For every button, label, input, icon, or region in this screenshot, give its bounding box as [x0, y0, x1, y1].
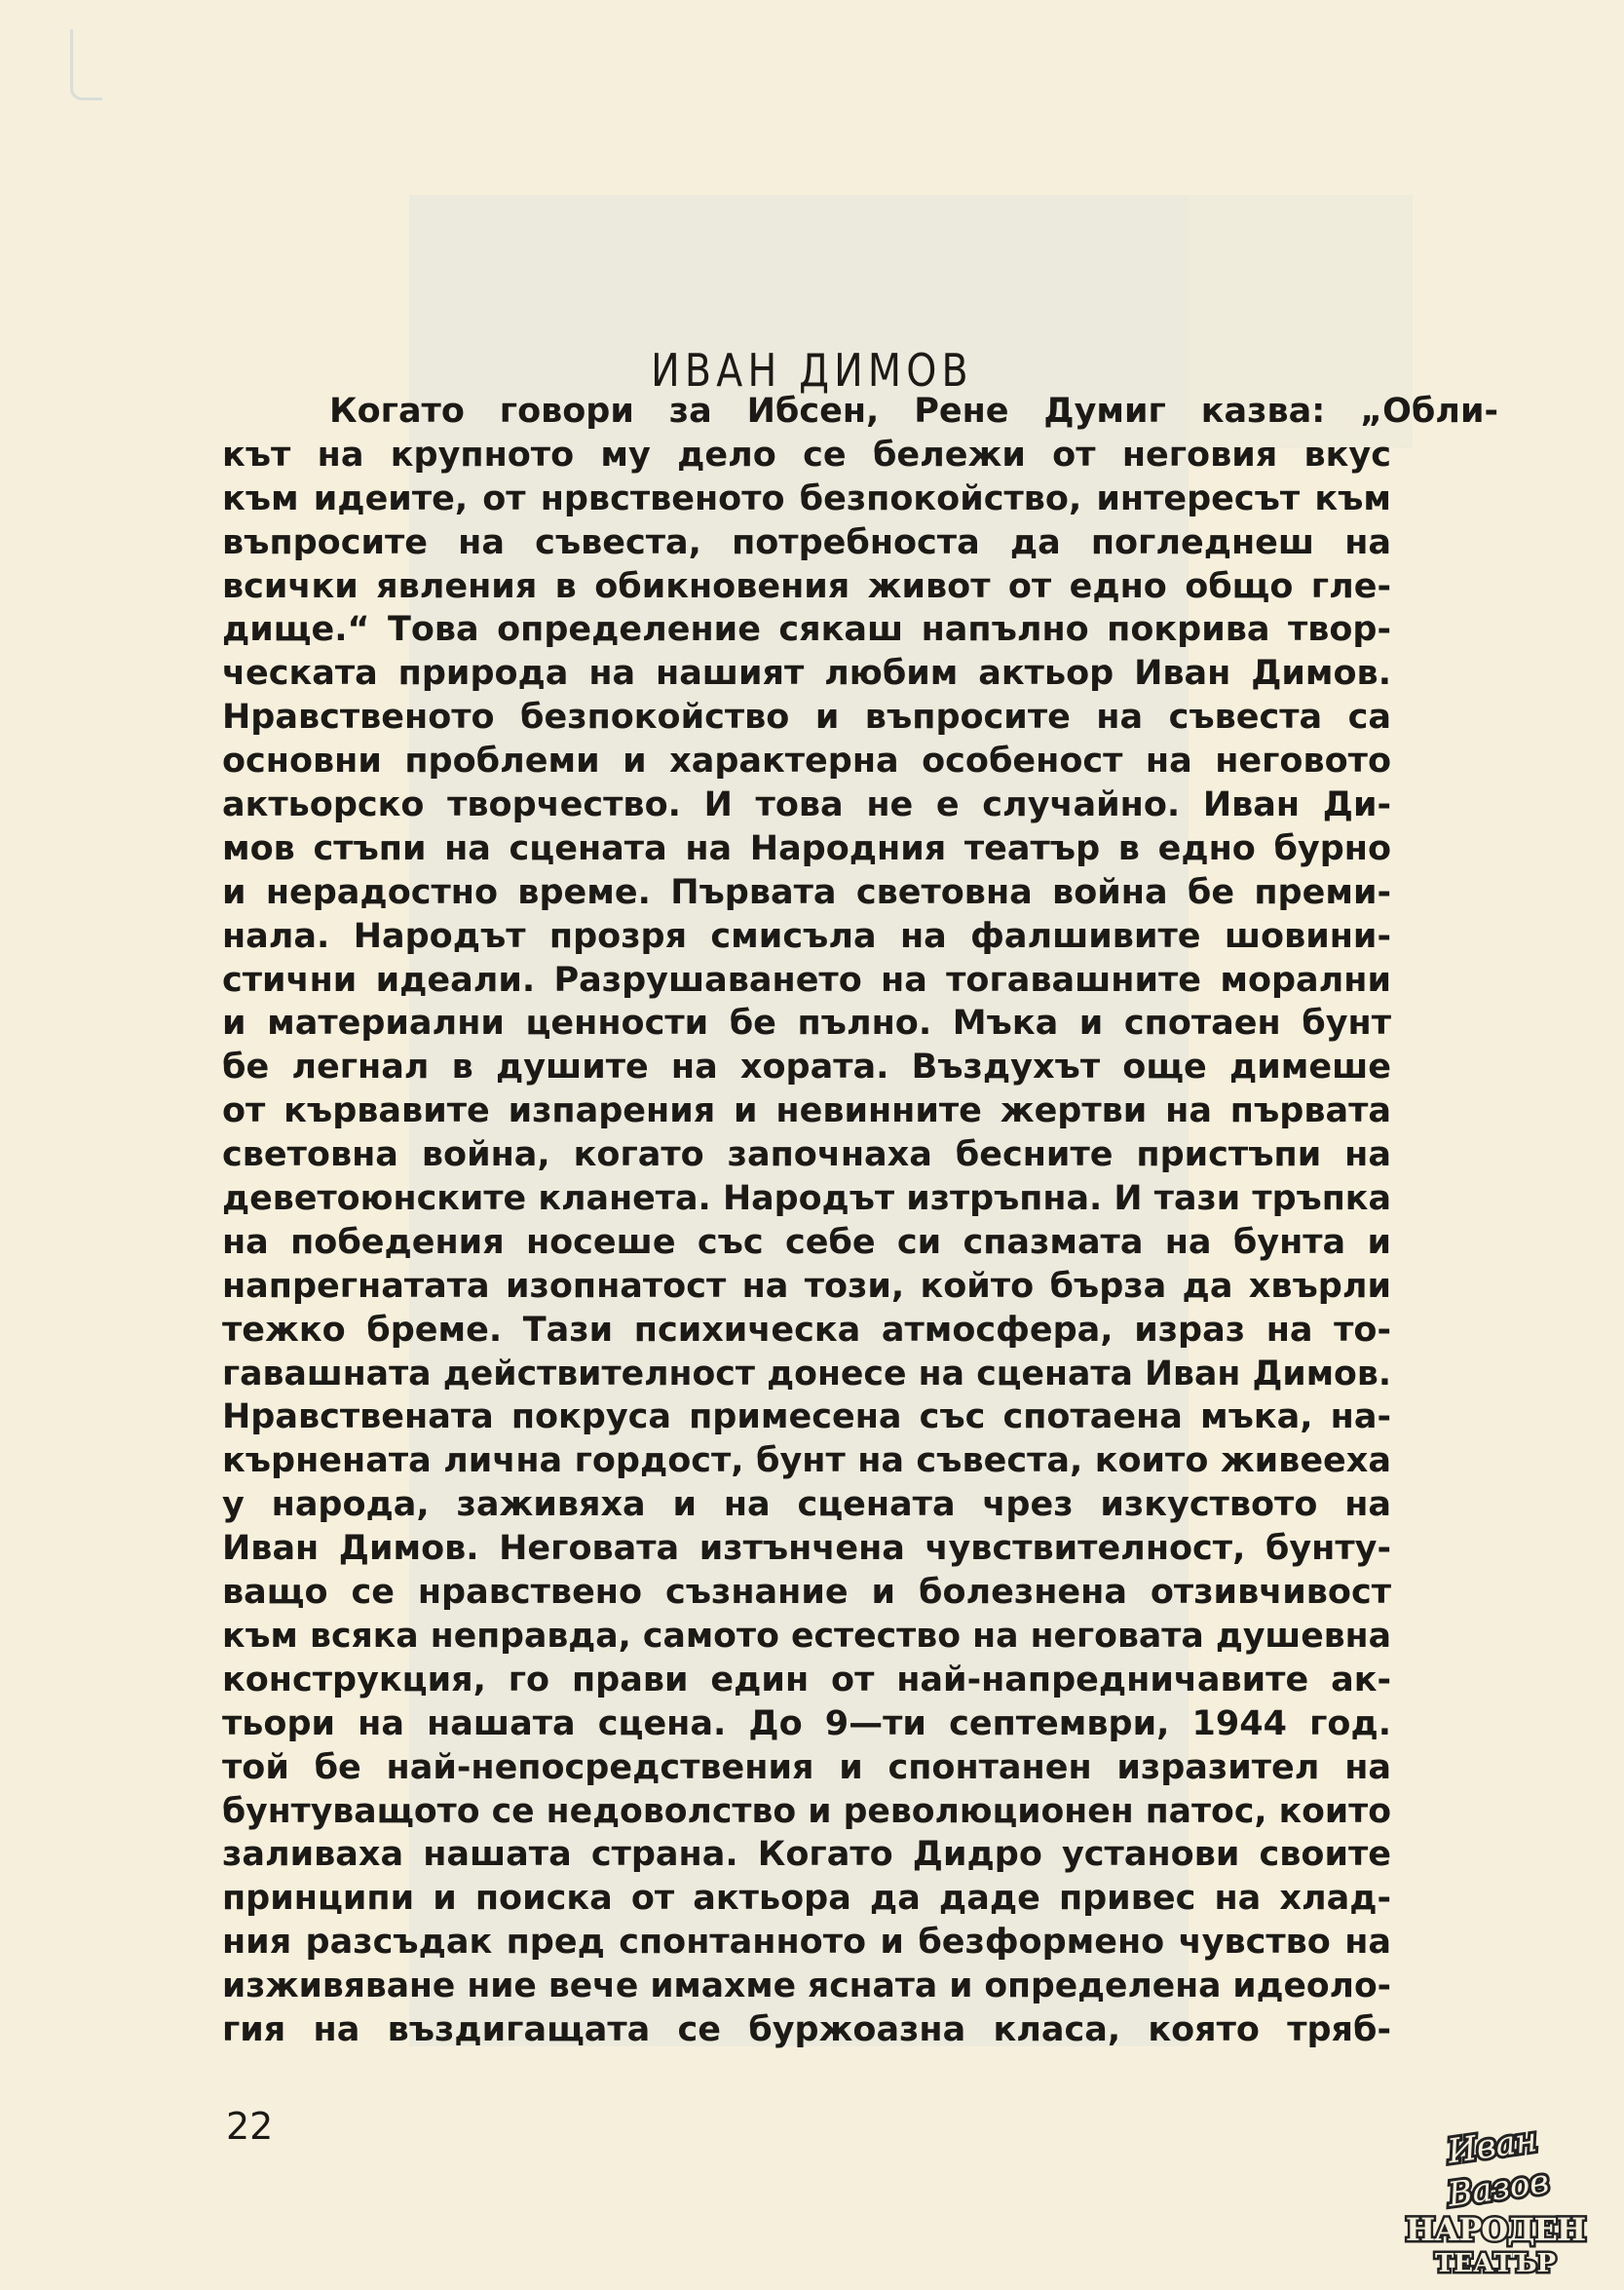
text-line: въпросите на съвеста, потребноста да погледнеш на	[222, 522, 1391, 562]
text-line: кът на крупното му дело се бележи от неговия вкус	[222, 435, 1391, 475]
text-line: ческата природа на нашият любим актьор Иван Димов.	[222, 654, 1391, 694]
text-line: гавашната действителност донесе на сцената Иван Димов.	[222, 1354, 1391, 1393]
text-line: актьорско творчество. И това не е случайно. Иван Ди-	[222, 785, 1391, 825]
text-line: изживяване ние вече имахме ясната и определена идеоло-	[222, 1966, 1392, 2006]
logo-signature: Иван Вазов	[1445, 2120, 1552, 2215]
text-line: Нравственото безпокойство и въпросите на съвеста са	[222, 698, 1391, 738]
article-body	[222, 390, 1498, 2052]
text-line: деветоюнските кланета. Народът изтръпна. И тази тръпка	[222, 1179, 1391, 1219]
text-line: заливаха нашата страна. Когато Дидро установи своите	[222, 1835, 1391, 1875]
text-line: всички явления в обикновения живот от едно общо гле-	[222, 566, 1391, 606]
text-line: и материални ценности бе пълно. Мъка и спотаен бунт	[222, 1004, 1391, 1044]
text-line: на победения носеше със себе си спазмата на бунта и	[222, 1222, 1391, 1262]
page-number: 22	[226, 2105, 274, 2148]
text-line: Иван Димов. Неговата изтънчена чувствителност, бунту-	[222, 1529, 1391, 1569]
text-line: нала. Народът прозря смисъла на фалшивите шовини-	[222, 916, 1391, 956]
text-line: бе легнал в душите на хората. Въздухът още димеше	[222, 1048, 1391, 1088]
text-line: тьори на нашата сцена. До 9—ти септември, 1944 год.	[222, 1703, 1391, 1743]
article-title: ИВАН ДИМОВ	[651, 343, 973, 397]
text-line: дище.“ Това определение сякаш напълно покрива твор-	[222, 610, 1391, 650]
logo-line-2: ТЕАТЪР	[1434, 2249, 1557, 2278]
text-line: кърнената лична гордост, бунт на съвеста, които живееха	[222, 1441, 1391, 1481]
logo-line-1: НАРОДЕН	[1405, 2211, 1586, 2248]
text-line: мов стъпи на сцената на Народния театър в едно бурно	[222, 828, 1391, 868]
text-line: той бе най-непосредствения и спонтанен изразител на	[222, 1747, 1391, 1787]
text-line: към идеите, от нрвственото безпокойство, интересът към	[222, 478, 1391, 518]
text-line: у народа, заживяха и на сцената чрез изкуството на	[222, 1485, 1391, 1525]
text-line: и нерадостно време. Първата световна война бе преми-	[222, 872, 1391, 912]
text-line: принципи и поиска от актьора да даде привес на хлад-	[222, 1879, 1391, 1919]
text-line: основни проблеми и характерна особеност на неговото	[222, 742, 1391, 782]
text-line: Когато говори за Ибсен, Рене Думиг казва: „Обли-	[329, 392, 1498, 431]
text-line: конструкция, го прави един от най-напредничавите ак-	[222, 1660, 1391, 1699]
text-line: Нравствената покруса примесена със спотаена мъка, на-	[222, 1397, 1391, 1437]
corner-bleed-mark	[70, 29, 102, 100]
text-line: световна война, когато започнаха бесните пристъпи на	[222, 1135, 1391, 1175]
text-line: напрегнатата изопнатост на този, който бърза да хвърли	[222, 1266, 1391, 1306]
text-line: бунтуващото се недоволство и революционен патос, които	[222, 1791, 1391, 1831]
text-line: тежко бреме. Тази психическа атмосфера, израз на то-	[222, 1310, 1391, 1350]
text-line: от кървавите изпарения и невинните жертви на първата	[222, 1091, 1391, 1131]
text-line: към всяка неправда, самото естество на неговата душевна	[222, 1616, 1391, 1656]
text-line: гия на въздигащата се буржоазна класа, която тряб-	[222, 2009, 1391, 2049]
text-line: ващо се нравствено съзнание и болезнена отзивчивост	[222, 1573, 1391, 1613]
text-line: стични идеали. Разрушаването на тогавашните морални	[222, 960, 1391, 1000]
national-theatre-logo	[1403, 2120, 1588, 2278]
text-line: ния разсъдак пред спонтанното и безформено чувство на	[222, 1923, 1391, 1963]
